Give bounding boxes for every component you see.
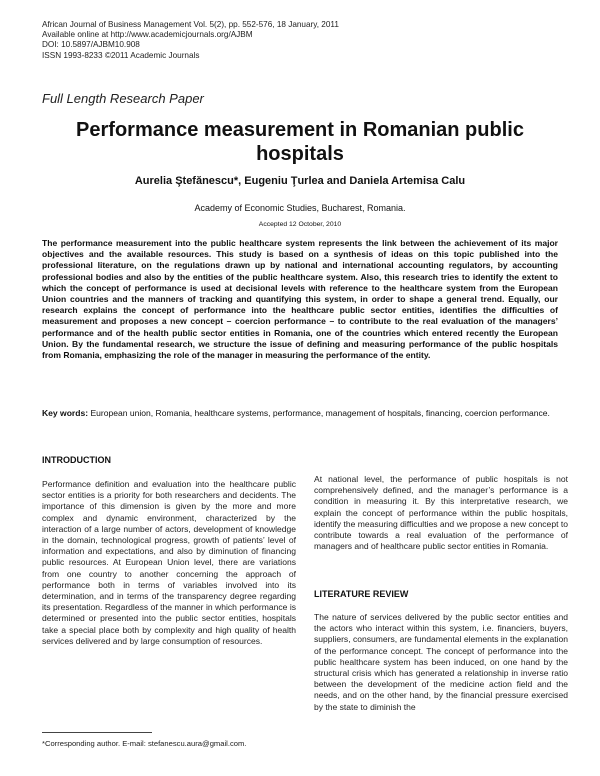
keywords: [42, 408, 558, 419]
journal-url: Available online at http://www.academicjournals.org/AJBM: [42, 30, 253, 40]
affiliation: Academy of Economic Studies, Bucharest, Romania.: [194, 203, 406, 213]
keywords-list: European union, Romania, healthcare systems, performance, management of hospitals, financing, coercion performance.: [90, 408, 550, 418]
title-line-1: Performance measurement in Romanian public: [76, 119, 524, 141]
right-column-paragraph: At national level, the performance of public hospitals is not comprehensively defined, and the manager’s performance is a condition in measuring it. By this interpretative research, we explain the concept of performance within the public hospitals, identify the measuring difficulties and we propose a new concept to contribute towards a real evaluation of the performance of managers and of healthcare public sector entities in Romania.: [314, 474, 568, 552]
keywords-label: Key words:: [42, 408, 89, 418]
abstract: The performance measurement into the public healthcare system represents the link between the achievement of its major objectives and the available resources. This study is based on a synthesis of ideas on this topic published into the professional literature, on the regulations drawn up by national and international accounting regulators, by accounting professional bodies and also by the entities of the public healthcare system. Also, this research tries to identify the extent to which the concept of performance is used at decisional levels with reference to the healthcare system from the European Union countries and the manners of tracking and quantifying this system, in order to shape a general trend. Equally, our research explains the concept of performance into the healthcare public sector entities, identifies the difficulties of measurement and proposes a new concept – coercion performance – to contribute to the real evaluation of the managers’ performance and of the health public sector entities in Romania, one of the countries which entered recently the European Union. By the fundamental research, we structure the issue of defining and measuring performance of the public hospitals from Romania, emphasizing the role of the manager in measuring the performance of the entity.: [42, 238, 558, 361]
corresponding-author-footnote: *Corresponding author. E-mail: stefanescu.aura@gmail.com.: [42, 739, 247, 748]
introduction-heading: INTRODUCTION: [42, 455, 111, 465]
paper-title: [60, 118, 540, 166]
literature-review-heading: LITERATURE REVIEW: [314, 589, 409, 599]
journal-header: [42, 20, 339, 61]
introduction-text: Performance definition and evaluation into the healthcare public sector entities is a priority for both researchers and decidents. The importance of this dimension is given by the more and more complex and dynamic environment, characterized by the interaction of a large number of actors, development of knowledge in the domain, technological progress, growth of patients’ level of information and expectations, and also by diminution of financing public resources. At European Union level, there are variations from one country to another concerning the approach of performance both in terms of variables involved into its determination, and in terms of the transparency degree regarding its presentation. Regardless of the manner in which performance is determined or presented into the public sector entities, hospitals take a special place both by complexity and high quality of health services delivered and by large consumption of resources.: [42, 479, 296, 646]
issn: ISSN 1993-8233 ©2011 Academic Journals: [42, 50, 200, 60]
accepted-date: Accepted 12 October, 2010: [258, 221, 342, 228]
title-line-2: hospitals: [256, 143, 344, 165]
paper-type: Full Length Research Paper: [42, 91, 204, 106]
journal-citation: African Journal of Business Management Vol. 5(2), pp. 552-576, 18 January, 2011: [42, 20, 339, 29]
footnote-divider: [42, 732, 152, 733]
doi: DOI: 10.5897/AJBM10.908: [42, 40, 140, 50]
literature-review-text: The nature of services delivered by the public sector entities and the actors who interact within this system, i.e. financiers, buyers, suppliers, consumers, are fundamental elements in the explanation of the performance concept. The concept of performance into the public healthcare system has been induced, on one hand by the structural crisis which has generated a relationship in inverse ratio between the development of the medicine action field and the needs, and on the other hand, by the financial pressure exercised by the state to diminish the: [314, 612, 568, 712]
authors: Aurelia Ştefănescu*, Eugeniu Ţurlea and Daniela Artemisa Calu: [134, 175, 466, 187]
